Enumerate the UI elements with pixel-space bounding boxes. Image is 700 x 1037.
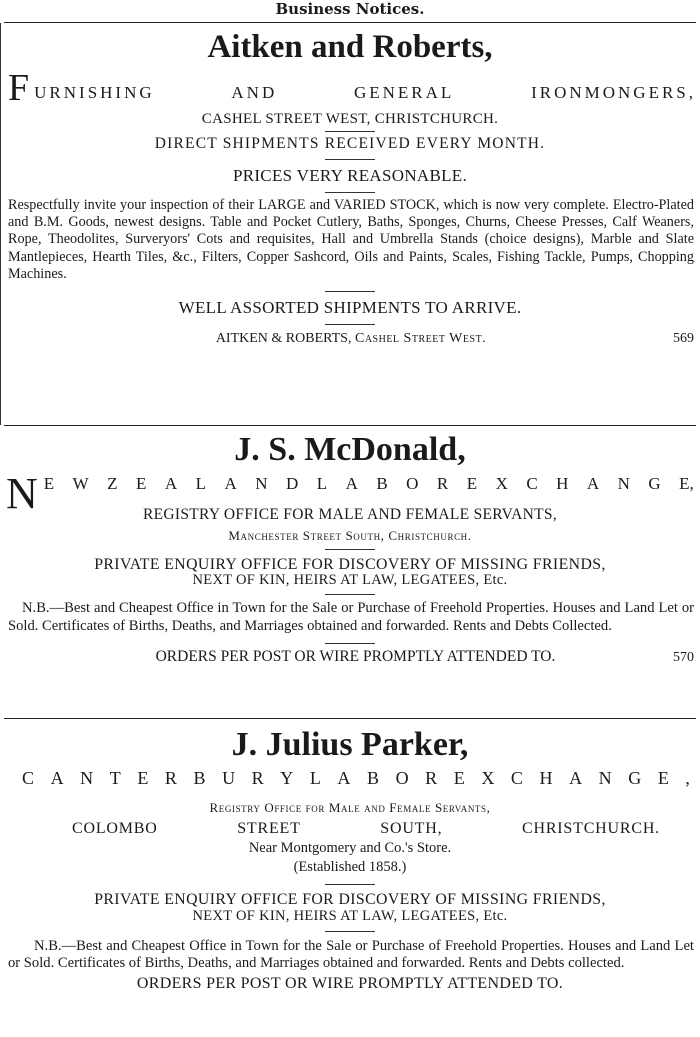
ad2-tagline-letter: E [136,474,147,493]
ad3-tagline-letter: H [539,768,553,788]
ad2-enquiry-2: NEXT OF KIN, HEIRS AT LAW, LEGATEES, Etc. [192,572,508,588]
ad3-title: J. Julius Parker, [231,726,469,763]
ad2-tagline-letter: X [495,474,508,493]
ad2-body: N.B.—Best and Cheapest Office in Town for the Sale or Purchase of Freehold Properties. Houses and Land Let or Sold. Certificates of Births, Deaths, and Marriages obtained and forwarded. Rents and Debts Collected. [8,600,694,634]
ad1-body: Respectfully invite your inspection of their LARGE and VARIED STOCK, which is now very complete. Electro-Plated and B.M. Goods, newest designs. Table and Pocket Cutlery, Baths, Sponges, Churns, Cheese Presses, Calf Weaners, Rope, Theodolites, Surveryors' Cots and requisites, Hall and Umbrella Stands (choice designs), Marble and Slate Mantlepieces, Hearth Tiles, &c., Filters, Copper Sashcord, Oils and Paints, Scales, Fishing Tackle, Pumps, Chopping Machines. [8,197,694,282]
ad3-tagline-letter: E [453,768,465,788]
ad2-orders-row [0,648,700,666]
ad2-tagline-letter: E [43,474,55,493]
ad3-near: Near Montgomery and Co.'s Store. [248,840,452,856]
ornament-rule [325,192,375,193]
ad3-tagline-letter: B [193,768,206,788]
ad3-tagline-letter: R [425,768,438,788]
ad3-enquiry-1: PRIVATE ENQUIRY OFFICE FOR DISCOVERY OF MISSING FRIENDS, [94,891,606,908]
ad3-tagline-letter: E [657,768,669,788]
ad2-tagline-letter: N [617,474,630,493]
ad3-tagline [0,768,700,796]
ad3-tagline-letter: B [367,768,380,788]
ad-mcdonald [0,428,700,716]
left-border [0,23,1,425]
ornament-rule [325,884,375,885]
ad2-tagline-letter: L [195,474,207,493]
ad2-tagline-letter: N [255,474,268,493]
ad2-tagline-letter: E [466,474,478,493]
ad3-orders: ORDERS PER POST OR WIRE PROMPTLY ATTENDED TO. [136,975,564,992]
ad3-tagline-letter: C [510,768,523,788]
ad1-tag-word: GENERAL [353,83,455,102]
ad2-orders: ORDERS PER POST OR WIRE PROMPTLY ATTENDED TO. [155,648,556,665]
ad1-dropcap: F [8,67,33,109]
ad2-tagline-letter: G [648,474,661,493]
ad1-arrive: WELL ASSORTED SHIPMENTS TO ARRIVE. [178,298,522,318]
ornament-rule [325,291,375,292]
ad1-tag-word: IRONMONGERS, [531,83,696,102]
ad3-tagline-letter: X [481,768,495,788]
ad3-tagline-letter: G [628,768,642,788]
ad3-tagline-letter: R [164,768,177,788]
ad2-tagline-letter: R [436,474,449,493]
ad3-tagline-letter: R [251,768,264,788]
ad1-tagline [0,67,700,107]
ad3-tagline-letter: Y [280,768,294,788]
ad2-tagline-letter: E, [679,474,694,493]
ornament-rule [325,549,375,550]
ad2-tagline-letter: A [586,474,600,493]
ad2-address: Manchester Street South, Christchurch. [228,528,472,543]
ad1-address: CASHEL STREET WEST, CHRISTCHURCH. [201,111,499,127]
ad2-registry: REGISTRY OFFICE FOR MALE AND FEMALE SERVANTS, [142,506,558,523]
ad2-tagline-letter: Z [107,474,118,493]
ad3-tagline-letter: N [80,768,94,788]
ad3-registry: Registry Office for Male and Female Servants, [209,800,491,815]
ad-aitken-roberts [0,23,700,425]
ad1-shipments: DIRECT SHIPMENTS RECEIVED EVERY MONTH. [154,135,546,152]
ad2-tagline-letter: A [224,474,237,493]
ad2-tagline-letter: B [376,474,388,493]
ad3-address-word: CHRISTCHURCH. [522,820,660,837]
ad3-tagline-letter: L [309,768,321,788]
ad2-tagline-letter: C [526,474,538,493]
ornament-rule [325,643,375,644]
ad1-title: Aitken and Roberts, [207,29,493,65]
ad2-tagline-letter: H [556,474,569,493]
ad2-dropcap: N [6,469,38,518]
ad3-tagline-letter: A [569,768,583,788]
ad2-tagline-letter: A [345,474,358,493]
ad-divider [4,425,696,426]
ad1-signature-row [0,331,700,347]
ornament-rule [325,594,375,595]
ad2-number: 570 [673,650,694,665]
ad3-established: (Established 1858.) [293,859,407,875]
ad3-address-word: SOUTH, [380,820,443,837]
ad2-title: J. S. McDonald, [234,431,466,468]
ad3-tagline-letter: A [50,768,64,788]
ad3-tagline-letter: E [137,768,149,788]
ad1-tag-word: AND [231,83,278,102]
ad1-tag-word: URNISHING [34,83,155,102]
ad3-tagline-letter: A [337,768,351,788]
ad2-tagline-letter: O [406,474,419,493]
ad1-prices: PRICES VERY REASONABLE. [232,166,468,185]
ad3-tagline-letter: , [685,768,690,788]
ad2-tagline-letter: A [164,474,178,493]
ad1-signature-place: Cashel Street West. [354,331,487,347]
ad3-enquiry-2: NEXT OF KIN, HEIRS AT LAW, LEGATEES, Etc. [192,908,508,924]
ornament-rule [325,131,375,132]
section-header: Business Notices. [275,0,425,18]
ad2-tagline-letter: W [72,474,89,493]
ad3-address [0,820,700,838]
ad3-tagline-letter: N [598,768,612,788]
ad1-number: 569 [673,331,694,347]
ad3-address-word: STREET [237,820,301,837]
ornament-rule [325,159,375,160]
ad2-enquiry-1: PRIVATE ENQUIRY OFFICE FOR DISCOVERY OF MISSING FRIENDS, [94,556,606,573]
ad3-tagline-letter: U [222,768,236,788]
ad3-tagline-letter: C [22,768,35,788]
ad2-tagline-letter: D [285,474,299,493]
ornament-rule [325,931,375,932]
ad2-tagline-letters [44,472,694,494]
ad3-address-word: COLOMBO [72,820,158,837]
ad2-tagline-letter: L [316,474,328,493]
ad1-signature-name: AITKEN & ROBERTS, [215,331,352,347]
ad-divider [4,718,696,719]
ornament-rule [325,324,375,325]
ad-julius-parker [0,722,700,1037]
ad3-tagline-letter: O [395,768,409,788]
ad3-body: N.B.—Best and Cheapest Office in Town for the Sale or Purchase of Freehold Properties. Houses and Land Let or Sold. Certificates of Births, Deaths, and Marriages obtained and forwarded. Rents and Debts collected. [8,938,694,971]
ad3-tagline-letter: T [109,768,121,788]
